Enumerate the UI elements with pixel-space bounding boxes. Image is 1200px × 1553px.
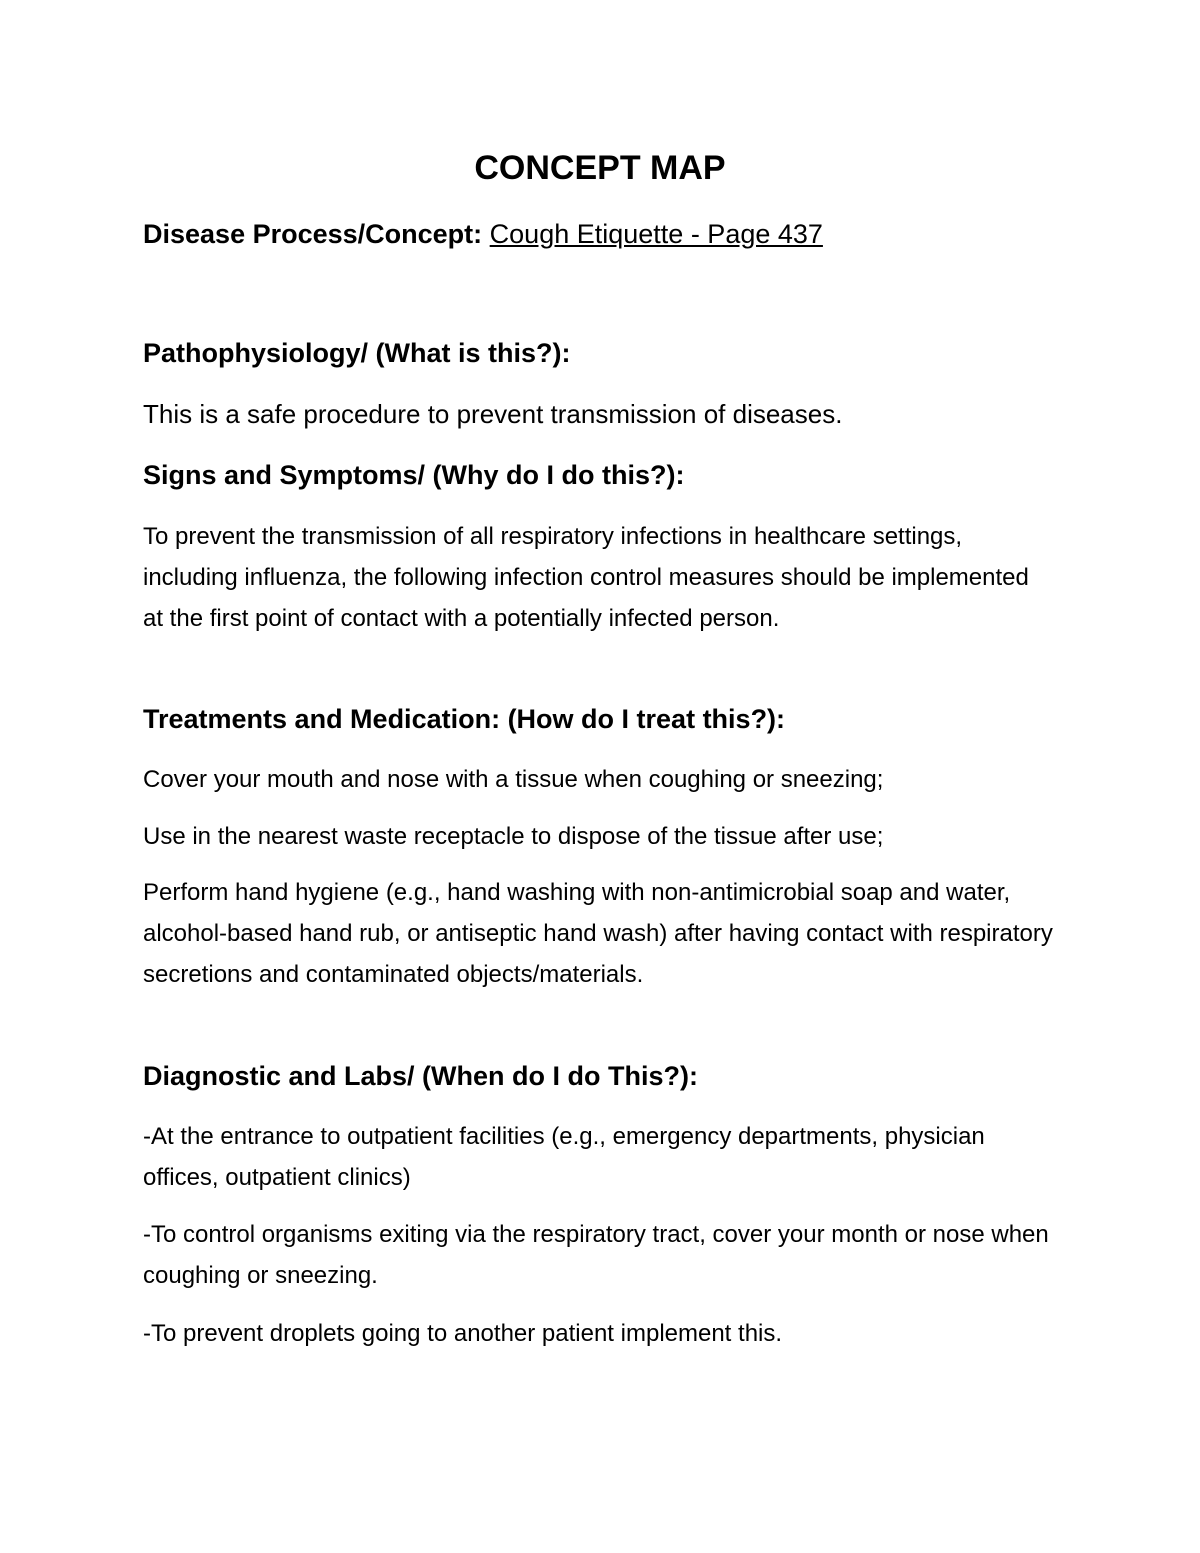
diagnostic-heading: Diagnostic and Labs/ (When do I do This?): (143, 1061, 698, 1091)
concept-label: Disease Process/Concept: (143, 219, 483, 249)
signs-heading: Signs and Symptoms/ (Why do I do this?): (143, 460, 685, 490)
diagnostic-paragraph-1: -At the entrance to outpatient facilities (e.g., emergency departments, physician offices, outpatient clinics) (143, 1123, 985, 1191)
treatments-paragraph-1: Cover your mouth and nose with a tissue when coughing or sneezing; (143, 766, 884, 793)
signs-paragraph: To prevent the transmission of all respiratory infections in healthcare settings, including influenza, the following infection control measures should be implemented at the first point of contact with a potentially infected person. (143, 523, 1029, 632)
diagnostic-paragraph-2: -To control organisms exiting via the respiratory tract, cover your month or nose when coughing or sneezing. (143, 1221, 1049, 1289)
concept-line (143, 214, 823, 254)
page-title: CONCEPT MAP (474, 149, 726, 187)
treatments-paragraph-2: Use in the nearest waste receptacle to dispose of the tissue after use; (143, 823, 884, 850)
pathophysiology-heading: Pathophysiology/ (What is this?): (143, 338, 571, 368)
diagnostic-paragraph-3: -To prevent droplets going to another patient implement this. (143, 1320, 783, 1347)
treatments-paragraph-3: Perform hand hygiene (e.g., hand washing with non-antimicrobial soap and water, alcohol-based hand rub, or antiseptic hand wash) after having contact with respiratory secretions and contaminated objects/materials. (143, 879, 1053, 988)
treatments-heading: Treatments and Medication: (How do I treat this?): (143, 704, 786, 734)
concept-value: Cough Etiquette - Page 437 (489, 219, 823, 249)
pathophysiology-paragraph: This is a safe procedure to prevent transmission of diseases. (143, 399, 843, 429)
